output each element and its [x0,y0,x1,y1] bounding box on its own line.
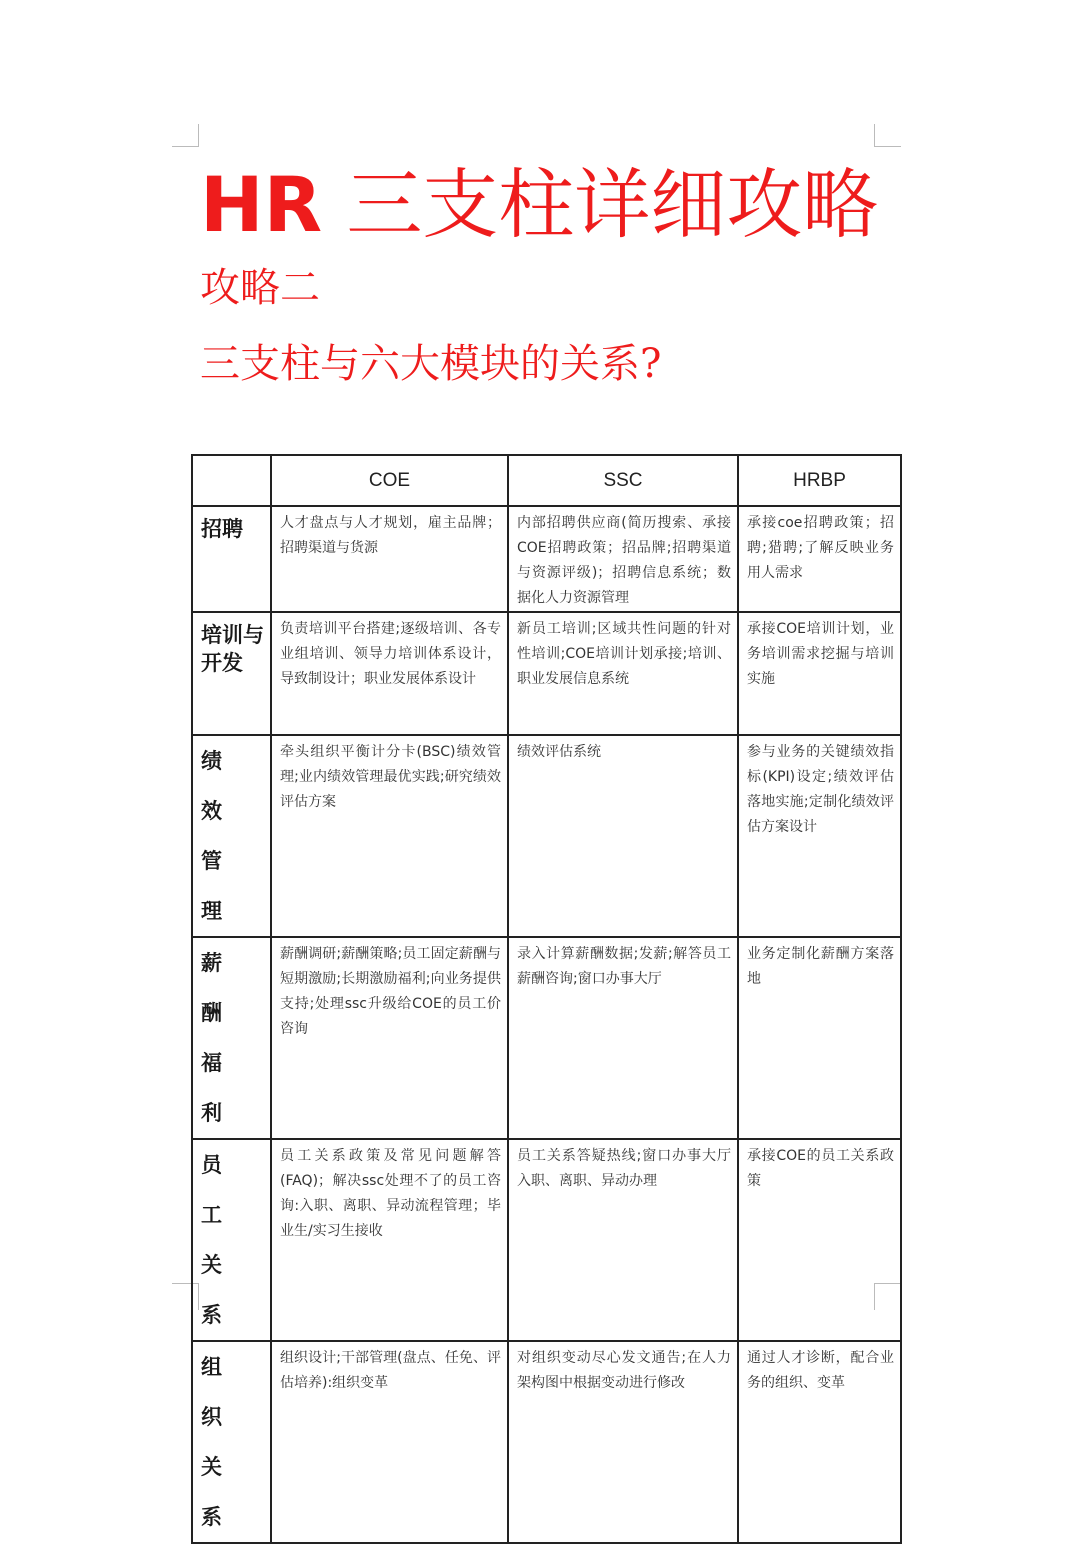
coe-cell: 牵头组织平衡计分卡(BSC)绩效管理;业内绩效管理最优实践;研究绩效评估方案 [271,735,508,937]
hrbp-cell: 业务定制化薪酬方案落地 [738,937,901,1139]
header-ssc: SSC [508,455,738,506]
document-title [200,160,878,250]
document-subtitle: 攻略二 [200,265,320,311]
crop-mark-top-left [172,124,199,147]
ssc-cell: 绩效评估系统 [508,735,738,937]
ssc-cell: 对组织变动尽心发文通告;在人力架构图中根据变动进行修改 [508,1341,738,1543]
module-name: 员工关系 [192,1139,271,1341]
table-header-row [192,455,901,506]
header-hrbp: HRBP [738,455,901,506]
table-row-organization [192,1341,901,1543]
hrbp-cell: 承接coe招聘政策；招聘;猎聘;了解反映业务用人需求 [738,506,901,612]
title-main: 三支柱详细攻略 [346,160,879,249]
hrbp-cell: 承接COE的员工关系政策 [738,1139,901,1341]
module-name: 招聘 [192,506,271,612]
title-prefix: HR [200,160,323,249]
table-row-recruitment [192,506,901,612]
ssc-cell: 员工关系答疑热线;窗口办事大厅入职、离职、异动办理 [508,1139,738,1341]
table-row-training [192,612,901,735]
coe-cell: 组织设计;干部管理(盘点、任免、评估培养):组织变革 [271,1341,508,1543]
coe-cell: 员工关系政策及常见问题解答(FAQ)；解决ssc处理不了的员工咨询:入职、离职、异动流程管理；毕业生/实习生接收 [271,1139,508,1341]
module-name: 培训与开发 [192,612,271,735]
crop-mark-top-right [874,124,901,147]
document-question: 三支柱与六大模块的关系? [200,341,662,387]
header-corner-cell [192,455,271,506]
ssc-cell: 内部招聘供应商(简历搜索、承接COE招聘政策；招品牌;招聘渠道与资源评级)；招聘信息系统；数据化人力资源管理 [508,506,738,612]
module-name: 薪酬福利 [192,937,271,1139]
coe-cell: 人才盘点与人才规划，雇主品牌；招聘渠道与货源 [271,506,508,612]
coe-cell: 负责培训平台搭建;逐级培训、各专业组培训、领导力培训体系设计，导致制设计；职业发展体系设计 [271,612,508,735]
module-name: 绩效管理 [192,735,271,937]
table-row-employee-relations [192,1139,901,1341]
header-coe: COE [271,455,508,506]
table-row-performance [192,735,901,937]
coe-cell: 薪酬调研;薪酬策略;员工固定薪酬与短期激励;长期激励福利;向业务提供支持;处理ssc升级给COE的员工价咨询 [271,937,508,1139]
module-name: 组织关系 [192,1341,271,1543]
ssc-cell: 新员工培训;区域共性问题的针对性培训;COE培训计划承接;培训、职业发展信息系统 [508,612,738,735]
hr-pillars-table [191,454,902,1544]
hrbp-cell: 承接COE培训计划，业务培训需求挖掘与培训实施 [738,612,901,735]
ssc-cell: 录入计算薪酬数据;发薪;解答员工薪酬咨询;窗口办事大厅 [508,937,738,1139]
table-row-compensation [192,937,901,1139]
hrbp-cell: 参与业务的关键绩效指标(KPI)设定;绩效评估落地实施;定制化绩效评估方案设计 [738,735,901,937]
hrbp-cell: 通过人才诊断，配合业务的组织、变革 [738,1341,901,1543]
